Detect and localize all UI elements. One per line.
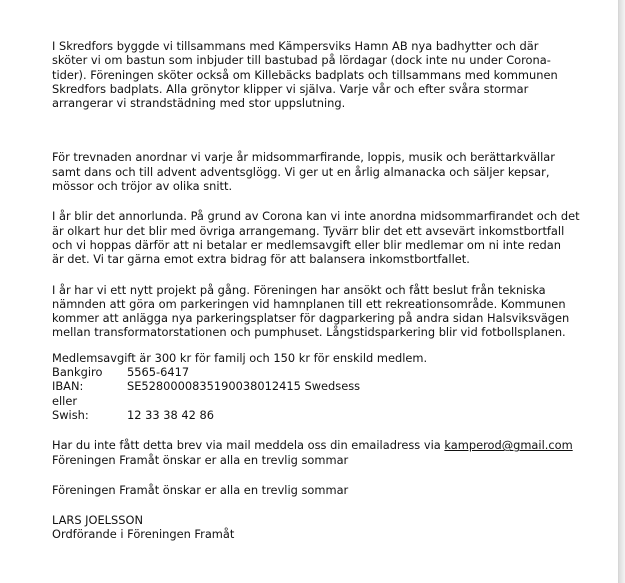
text-line: och vi hoppas därför att ni betalar er medlemsavgift eller blir medlemar om ni inte redan (52, 237, 561, 252)
paragraph-trevnaden (52, 150, 592, 193)
text-line: Skredfors badplats. Alla grönytor klipper vi själva. Varje vår och efter svåra stormar (52, 81, 529, 96)
page-shadow (619, 0, 625, 583)
text-line: är det. Vi tar gärna emot extra bidrag för att balansera inkomstbortfallet. (52, 252, 470, 267)
paragraph-badhytter (52, 39, 592, 110)
swish-label: Swish: (52, 407, 89, 422)
swish-value: 12 33 38 42 86 (127, 407, 214, 422)
text-line: sköter vi om bastun som inbjuder till bastubad på lördagar (dock inte nu under Corona- (52, 53, 551, 68)
iban-label: IBAN: (52, 379, 84, 394)
text-line: I år har vi ett nytt projekt på gång. Föreningen har ansökt och fått beslut från tekniska (52, 282, 546, 297)
membership-fee: Medlemsavgift är 300 kr för familj och 150 kr för enskild medlem. (52, 350, 428, 365)
bankgiro-value: 5565-6417 (127, 365, 190, 380)
text-line: I år blir det annorlunda. På grund av Corona kan vi inte anordna midsommarfirandet och det (52, 209, 580, 224)
or-label: eller (52, 393, 78, 408)
text-line: mössor och tröjor av olika snitt. (52, 179, 233, 194)
text-line: arrangerar vi strandstädning med stor uppslutning. (52, 96, 346, 111)
text-line: I Skredfors byggde vi tillsammans med Kämpersviks Hamn AB nya badhytter och där (52, 39, 539, 53)
signer-name: LARS JOELSSON (52, 513, 143, 528)
signer-title: Ordförande i Föreningen Framåt (52, 527, 235, 542)
text-line: är olkart hur det blir med övriga arrangemang. Tyvärr blir det ett avsevärt inkomstbortfall (52, 223, 565, 238)
mail-request (52, 438, 592, 452)
paragraph-projekt (52, 283, 592, 340)
text-line: nämnden att göra om parkeringen vid hamnplanen till ett rekreationsområde. Kommunen (52, 296, 566, 311)
mail-request-text: Har du inte fått detta brev via mail meddela oss din emailadress via (52, 438, 445, 453)
iban-value: SE5280000835190038012415 Swedsess (127, 379, 361, 394)
payment-iban (52, 379, 592, 393)
text-line: tider). Föreningen sköter också om Killebäcks badplats och tillsammans med kommunen (52, 67, 558, 82)
payment-bankgiro (52, 365, 592, 379)
text-line: kommer att anlägga nya parkeringsplatser för dagparkering på andra sidan Halsviksvägen (52, 311, 570, 326)
text-line: mellan transformatorstationen och pumphuset. Långstidsparkering blir vid fotbollsplanen. (52, 325, 566, 340)
email-link[interactable]: kamperod@gmail.com (444, 438, 573, 453)
paragraph-corona (52, 209, 592, 266)
bankgiro-label: Bankgiro (52, 365, 103, 380)
text-line: samt dans och till advent adventsglögg. Vi ger ut en årlig almanacka och säljer kepsar, (52, 164, 550, 179)
payment-or (52, 394, 592, 408)
greeting-line: Föreningen Framåt önskar er alla en trevlig sommar (52, 452, 349, 467)
letter-body (52, 39, 592, 542)
payment-swish (52, 408, 592, 422)
text-line: För trevnaden anordnar vi varje år midsommarfirande, loppis, musik och berättarkvällar (52, 150, 555, 165)
greeting-line: Föreningen Framåt önskar er alla en trevlig sommar (52, 482, 349, 497)
